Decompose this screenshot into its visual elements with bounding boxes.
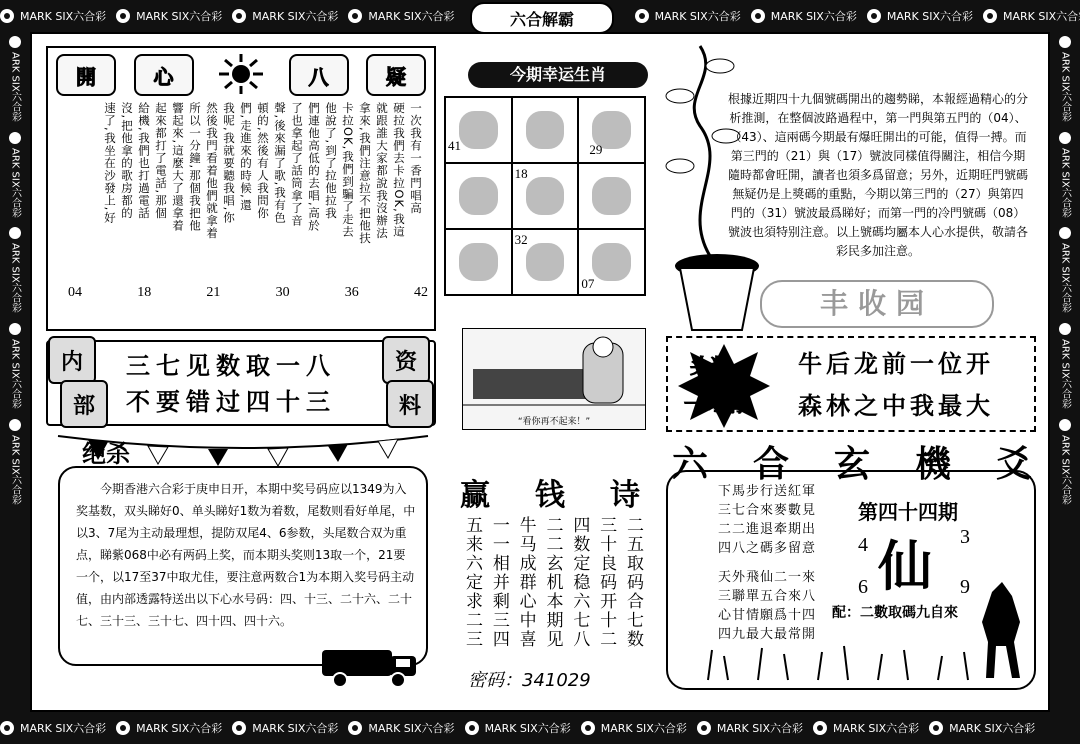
side-text: ARK SIX六合彩: [9, 147, 21, 218]
analysis-title: [58, 430, 428, 466]
zodiac-cell: [445, 97, 512, 163]
prize-label: 一句猜: [684, 392, 744, 416]
mystery-title-char: 機: [914, 444, 951, 485]
digit: 3: [960, 526, 970, 548]
flower-icon: [9, 227, 21, 239]
joke-column: 了也拿起了話筒拿了音: [290, 102, 304, 227]
joke-column: 沒,把他拿的歌房都的: [120, 102, 134, 220]
poem-line: 三十良码开十二: [596, 516, 617, 649]
zodiac-cell: [578, 163, 645, 229]
animal-fragment: [526, 177, 565, 215]
side-text: ARK SIX六合彩: [9, 434, 21, 505]
insider-line: 不要错过四十三: [126, 387, 336, 416]
flower-icon: [1059, 36, 1071, 48]
left-border: [0, 32, 30, 712]
poem-line: 四数定稳六七八: [569, 516, 590, 649]
digit: 4: [858, 534, 868, 556]
banner-char: 心: [134, 54, 194, 96]
animal-fragment: [459, 111, 498, 149]
number: 42: [413, 285, 428, 300]
poem-line: 五来六定求二三: [462, 516, 482, 649]
flower-icon: [0, 9, 14, 23]
flower-icon: [1059, 132, 1071, 144]
insider-panel: [46, 340, 436, 430]
mystery-title-char: 爻: [995, 444, 1032, 485]
insider-tag: 资: [382, 336, 430, 384]
poem-line: 一一相并剩三四: [488, 516, 509, 649]
flower-icon: [9, 132, 21, 144]
poem-body: [460, 516, 646, 656]
mystery-list: [718, 482, 828, 558]
analysis-text: 今期香港六合彩于庚申日开，本期中奖号码应以1349为入奖基数，双头睇好0、单头睇好1数为着数，尾数则看好单尾，中以3、7尾为主动最理想，提防双尾4、6参数，头尾数合双为重点，睇紫068中必有两码上奖，而本期头奖则13取一个，21要一个，以17至37中取尤佳，要注意两数合1为本期入奖号码主动值，由内部透露特送出以下心水号码：四、十三、二十六、二十七、三十三、三十七、四十四、四十六。: [76, 482, 416, 628]
number: 18: [137, 285, 152, 300]
mystery-title-char: 玄: [833, 444, 870, 485]
flower-icon: [232, 9, 246, 23]
zodiac-cell: [512, 163, 579, 229]
banner-char: 八: [289, 54, 349, 96]
border-item: MARK SIX六合彩: [867, 8, 973, 24]
zodiac-cell: [445, 163, 512, 229]
border-item: MARK SIX六合彩: [581, 720, 687, 736]
joke-column: 們,走進來的時候,還: [239, 102, 253, 212]
border-item: MARK SIX六合彩: [697, 720, 803, 736]
border-item: MARK SIX六合彩: [232, 8, 338, 24]
flower-icon: [581, 721, 595, 735]
zodiac-number: 07: [581, 276, 595, 291]
cartoon-panel: [462, 328, 646, 430]
joke-column: 響起來,這麼大了還拿着: [171, 102, 185, 232]
animal-fragment: [526, 243, 565, 281]
mystery-title-char: 合: [752, 444, 789, 485]
cartoon-caption: “看你再不起来！”: [517, 417, 591, 427]
animal-fragment: [459, 177, 498, 215]
bottom-border: [0, 712, 1080, 744]
joke-banner: [56, 54, 426, 94]
flower-icon: [348, 9, 362, 23]
joke-column: 們連他高低的去唱,高於: [307, 102, 321, 232]
truck-icon: [320, 640, 420, 688]
side-text: ARK SIX六合彩: [1059, 243, 1071, 314]
prize-riddle: 森林之中我最大: [798, 391, 994, 420]
mystery-line: 三聯單五合來八: [718, 589, 817, 604]
zodiac-number: 18: [514, 166, 528, 181]
flower-icon: [232, 721, 246, 735]
issue-number: 第四十四期: [858, 500, 958, 524]
poem-code: 密码：341029: [468, 670, 591, 691]
joke-panel: [46, 46, 436, 331]
flower-icon: [348, 721, 362, 735]
joke-column: 硬拉我們去卡拉OK,我這: [392, 102, 406, 238]
flower-icon: [116, 721, 130, 735]
number: 21: [206, 285, 221, 300]
joke-numbers: [68, 285, 428, 301]
mystery-title-char: 六: [672, 444, 709, 485]
banner-char: 開: [56, 54, 116, 96]
flower-icon: [635, 9, 649, 23]
mystery-line: 天外飛仙二一來: [718, 570, 817, 585]
border-item: MARK SIX六合彩: [0, 720, 106, 736]
poem-title-char: 赢: [460, 478, 490, 513]
flower-icon: [9, 419, 21, 431]
poem-title-char: 钱: [535, 478, 565, 513]
mystery-line: 四八之碼多留意: [718, 541, 817, 556]
side-text: ARK SIX六合彩: [1059, 339, 1071, 409]
mystery-line: 二二進退牽期出: [718, 522, 817, 537]
side-text: ARK SIX六合彩: [9, 243, 21, 314]
flower-icon: [0, 721, 14, 735]
insider-tag: 料: [386, 380, 434, 428]
zodiac-number: 41: [448, 138, 461, 153]
flower-icon: [9, 323, 21, 335]
poem-line: 牛马成群心中喜: [515, 516, 536, 649]
zodiac-cell: [512, 229, 579, 295]
zodiac-title: 今期幸运生肖: [468, 62, 648, 88]
trend-analysis: 根據近期四十九個號碼開出的趨勢睇，本報經過精心的分析推測，在整個波路過程中，第一門與第五門的（04）、（43）、這兩碼今期最有爆旺開出的可能，值得一搏。而第三門的（21）與（17）號波同樣值得關注，相信今期隨時都會旺開，讀者也須多爲留意；另外，近期旺門號碼無疑仍是上獎碼的重點，今期以第三門的（27）與第四門的（31）號波最爲睇好；而第一門的冷門號碼（08）號波也須特别注意。以上號碼均屬本人心水提供，敬請各彩民多加注意。: [728, 92, 1029, 258]
horse-icon: [972, 582, 1032, 682]
zodiac-cell: [578, 97, 645, 163]
border-item: MARK SIX六合彩: [635, 8, 741, 24]
flower-icon: [983, 9, 997, 23]
joke-column: 聲,後來漏了歌,我有色: [273, 102, 287, 224]
border-item: MARK SIX六合彩: [348, 720, 454, 736]
joke-column: 起來都打了電話,那個: [154, 102, 168, 220]
border-item: MARK SIX六合彩: [116, 8, 222, 24]
immortal-character: 仙: [878, 535, 932, 598]
flower-icon: [867, 9, 881, 23]
insider-tag: 部: [60, 380, 108, 428]
zodiac-cell: [578, 229, 645, 295]
joke-column: 就跟誰大家都說我沒辦法: [375, 102, 389, 240]
right-border: [1050, 32, 1080, 712]
number: 36: [344, 285, 359, 300]
flower-icon: [813, 721, 827, 735]
joke-column: 給機,我們也打過電話: [137, 102, 151, 220]
joke-column: 所以一分鐘,那個我把他: [188, 102, 202, 232]
number: 30: [275, 285, 290, 300]
flower-icon: [9, 36, 21, 48]
analysis-box: [58, 466, 428, 666]
border-item: MARK SIX六合彩: [0, 8, 106, 24]
border-item: MARK SIX六合彩: [348, 8, 454, 24]
joke-column: 一次我有一香門唱高: [409, 102, 423, 215]
mystery-line: 下馬步行送紅軍: [718, 484, 817, 499]
zodiac-number: 29: [589, 142, 603, 157]
border-item: MARK SIX六合彩: [465, 720, 571, 736]
zodiac-grid: [444, 96, 646, 296]
joke-column: 速了,我坐在沙發上,好: [103, 102, 117, 224]
pairing-hint: 配：二數取碼九自來: [832, 605, 958, 621]
flower-icon: [465, 721, 479, 735]
joke-column: 然後我門看着他們就拿着: [205, 102, 219, 240]
number: 04: [68, 285, 82, 300]
border-item: MARK SIX六合彩: [983, 8, 1089, 24]
mystery-box: [666, 470, 1036, 690]
border-item: MARK SIX六合彩: [813, 720, 919, 736]
zodiac-number: 32: [514, 232, 528, 247]
zodiac-cell: [445, 229, 512, 295]
digit: 6: [858, 576, 868, 598]
sun-icon: [211, 54, 271, 94]
animal-fragment: [459, 243, 498, 281]
border-item: MARK SIX六合彩: [116, 720, 222, 736]
side-text: ARK SIX六合彩: [1059, 434, 1071, 505]
poem-line: 二五取码合七数: [622, 516, 643, 649]
side-text: ARK SIX六合彩: [9, 339, 21, 409]
joke-column: 頓的,然後有人我問你: [256, 102, 270, 220]
joke-column: 我呢,我就要聽我唱,你: [222, 102, 236, 224]
flower-icon: [929, 721, 943, 735]
zodiac-cell: [512, 97, 579, 163]
mystery-line: 三七合來麥數見: [718, 503, 817, 518]
flower-icon: [116, 9, 130, 23]
animal-fragment: [592, 177, 631, 215]
joke-column: 他說了,到了拉他拉我: [324, 102, 338, 220]
grass-icon: [698, 640, 978, 680]
analysis-heading: 绝杀: [82, 440, 130, 468]
insider-line: 三七见数取一八: [126, 351, 336, 380]
flower-icon: [697, 721, 711, 735]
mystery-line: 心甘情願爲十四: [718, 608, 817, 623]
side-text: ARK SIX六合彩: [1059, 52, 1071, 122]
joke-column: 卡拉OK,我們到騙了走去: [341, 102, 355, 238]
animal-fragment: [526, 111, 565, 149]
prize-box: [666, 336, 1036, 432]
flower-icon: [1059, 323, 1071, 335]
mystery-line: 四九最大最常開: [718, 627, 817, 642]
mystery-list: [718, 568, 828, 644]
side-text: ARK SIX六合彩: [9, 52, 21, 122]
masthead-badge: 六合解霸: [470, 2, 614, 34]
banner-char: 疑: [366, 54, 426, 96]
joke-column: 拿來,我們注意拉不把他扶: [358, 102, 372, 245]
animal-fragment: [592, 243, 631, 281]
flower-icon: [1059, 227, 1071, 239]
border-item: MARK SIX六合彩: [751, 8, 857, 24]
insider-tag: 内: [48, 336, 96, 384]
prize-riddle: 牛后龙前一位开: [798, 349, 994, 378]
digit: 9: [960, 576, 970, 598]
flower-icon: [751, 9, 765, 23]
poem-title: [460, 470, 640, 514]
poem-title-char: 诗: [610, 478, 640, 513]
poem-line: 二二玄机本期见: [542, 516, 563, 649]
prize-label: 头奖: [690, 354, 730, 378]
border-item: MARK SIX六合彩: [929, 720, 1035, 736]
border-item: MARK SIX六合彩: [232, 720, 338, 736]
flower-icon: [1059, 419, 1071, 431]
plant-pot-icon: [672, 252, 762, 332]
harvest-banner: 丰收园: [760, 280, 994, 328]
side-text: ARK SIX六合彩: [1059, 147, 1071, 218]
